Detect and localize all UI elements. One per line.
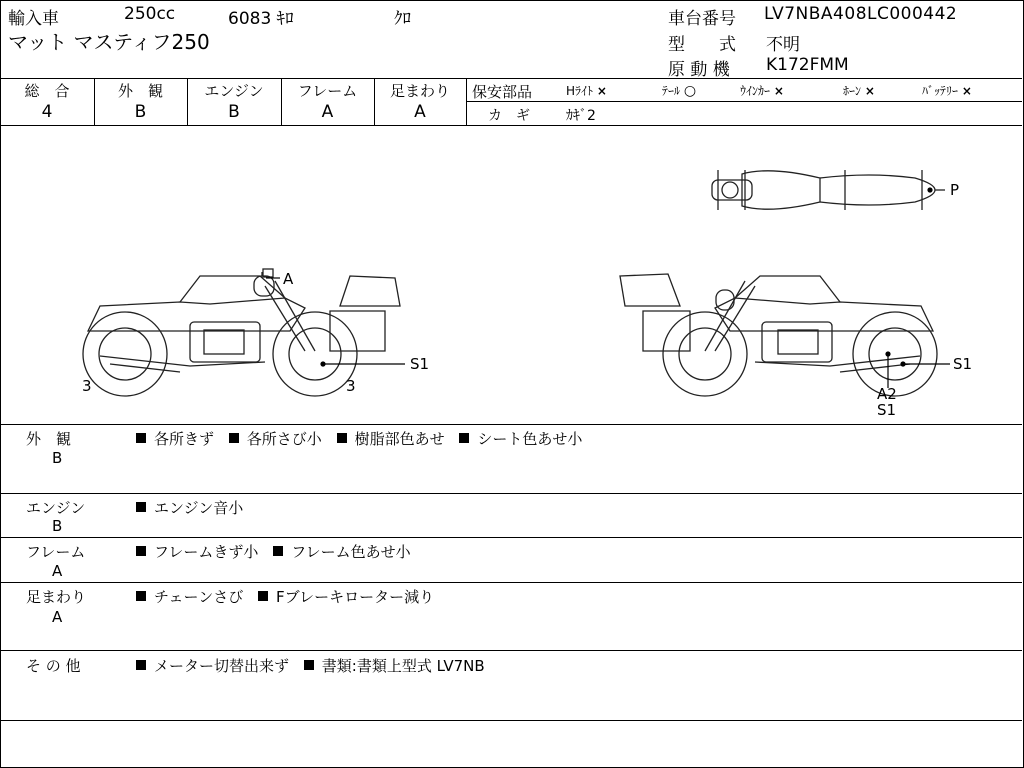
motorcycle-right-view xyxy=(620,274,937,396)
left-label-front: 3 xyxy=(346,377,356,395)
section-other-items: メーター切替出来ず 書類:書類上型式 LV7NB xyxy=(136,655,495,676)
grade-frame-value: A xyxy=(321,102,334,122)
left-label-s1: S1 xyxy=(410,355,430,373)
section-exterior-grade: B xyxy=(52,449,63,467)
section-suspension-grade: A xyxy=(52,608,63,626)
safety-item-battery: ﾊﾞｯﾃﾘｰ × xyxy=(922,84,972,98)
section-engine-grade: B xyxy=(52,517,63,535)
safety-item-winker: ｳｲﾝｶｰ × xyxy=(740,84,784,98)
displacement: 250cc xyxy=(124,4,176,24)
grade-engine-value: B xyxy=(228,102,240,122)
safety-item-tail: ﾃｰﾙ ○ xyxy=(662,83,697,99)
top-label-p: P xyxy=(950,181,960,199)
grade-frame-label: フレーム xyxy=(297,82,358,100)
section-frame-items: フレームきず小 フレーム色あせ小 xyxy=(136,541,421,562)
engine-value: K172FMM xyxy=(766,55,849,75)
section-suspension-items: チェーンさび Fブレーキローター減り xyxy=(136,586,444,607)
section-frame-title: フレーム xyxy=(26,543,86,561)
model-name: マット マスティフ250 xyxy=(8,30,210,54)
motorcycle-top-view xyxy=(712,170,945,210)
type-label: 型 式 xyxy=(668,35,736,55)
safety-item-horn: ﾎｰﾝ × xyxy=(843,84,875,98)
grade-suspension-label: 足まわり xyxy=(389,82,450,100)
engine-label: 原 動 機 xyxy=(668,60,730,80)
color: ｸﾛ xyxy=(394,9,411,29)
left-label-rear: 3 xyxy=(82,377,92,395)
section-suspension-title: 足まわり xyxy=(26,588,87,606)
safety-item-headlight: Hﾗｲﾄ × xyxy=(566,84,607,98)
left-label-a: A xyxy=(283,270,294,288)
section-exterior-title: 外 観 xyxy=(26,430,72,448)
grade-exterior-label: 外 観 xyxy=(117,82,163,100)
grade-engine-label: エンジン xyxy=(204,82,264,100)
grade-suspension-value: A xyxy=(414,102,426,122)
right-label-a2: A2 xyxy=(877,385,897,403)
section-engine-items: エンジン音小 xyxy=(136,497,253,518)
type-value: 不明 xyxy=(766,35,800,55)
right-label-s1b: S1 xyxy=(877,401,897,419)
mileage: 6083 ｷﾛ xyxy=(228,9,294,29)
grade-exterior-value: B xyxy=(134,102,147,122)
grade-overall-value: 4 xyxy=(41,102,53,122)
frame-no: LV7NBA408LC000442 xyxy=(764,4,958,24)
frame-no-label: 車台番号 xyxy=(668,9,736,29)
grade-overall-label: 総 合 xyxy=(24,82,70,100)
section-frame-grade: A xyxy=(52,562,63,580)
safety-label: 保安部品 xyxy=(472,83,533,101)
category: 輸入車 xyxy=(8,9,59,29)
section-engine-title: エンジン xyxy=(26,499,86,517)
key-value: ｶｷﾞ2 xyxy=(566,108,596,124)
damage-diagram xyxy=(0,126,1022,424)
section-exterior-items: 各所きず 各所さび小 樹脂部色あせ シート色あせ小 xyxy=(136,428,592,449)
section-other-title: そ の 他 xyxy=(26,657,81,675)
key-label: カ ギ xyxy=(488,108,530,124)
right-label-s1: S1 xyxy=(953,355,973,373)
